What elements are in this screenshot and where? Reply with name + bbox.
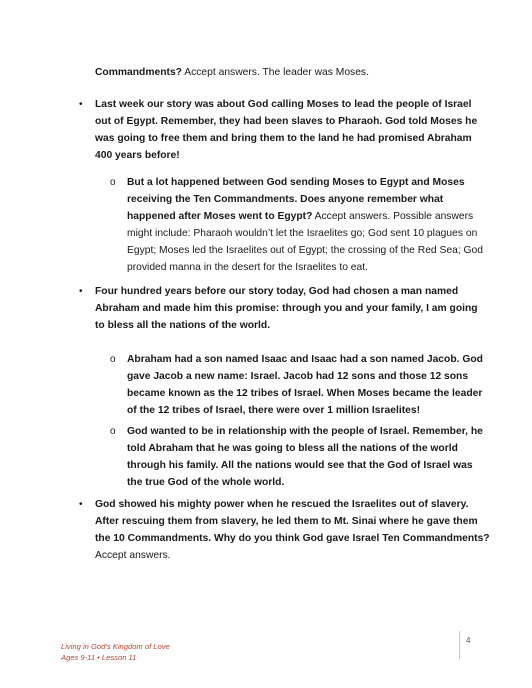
page-number: 4 (466, 636, 471, 645)
bullet-paragraph-3 (95, 496, 490, 564)
sub-2-bold: Abraham had a son named Isaac and Isaac had a son named Jacob. God gave Jacob a new name: Israel. Jacob had 12 sons and those 12 sons became known as the 12 tribes of Israel. When Moses became the leader of the 12 tribes of Israel, there were over 1 million Israelites! (127, 354, 483, 416)
bullet-1-bold: Last week our story was about God calling Moses to lead the people of Israel out of Egypt. Remember, they had been slaves to Pharaoh. God told Moses he was going to free them and bring them to the land he had promised Abraham 400 years before! (95, 99, 478, 161)
footer-divider (459, 631, 460, 659)
sub-paragraph-1 (127, 174, 492, 276)
sub-paragraph-2 (127, 351, 487, 419)
bullet-2-bold: Four hundred years before our story today, God had chosen a man named Abraham and made him this promise: through you and your family, I am going to bless all the nations of the world. (95, 286, 478, 331)
footer-title: Living in God’s Kingdom of Love (61, 642, 170, 651)
bullet-paragraph-2 (95, 283, 485, 334)
footer-text (61, 641, 170, 663)
intro-normal: Accept answers. The leader was Moses. (181, 67, 369, 78)
sub-bullet-icon: o (110, 426, 116, 437)
footer-subtitle: Ages 9-11 • Lesson 11 (61, 653, 137, 662)
sub-paragraph-3 (127, 423, 487, 491)
sub-3-bold: God wanted to be in relationship with the people of Israel. Remember, he told Abraham that he was going to bless all the nations of the world through his family. All the nations would see that the God of Israel was the true God of the whole world. (127, 426, 483, 488)
sub-1-bold: But a lot happened between God sending Moses to Egypt and Moses receiving the Ten Commandments. Does anyone remember what happened after Moses went to Egypt? (127, 177, 465, 222)
bullet-3-bold: God showed his mighty power when he rescued the Israelites out of slavery. After rescuing them from slavery, he led them to Mt. Sinai where he gave them the 10 Commandments. Why do you think God gave Israel Ten Commandments? (95, 499, 490, 544)
bullet-icon: • (79, 499, 83, 510)
bullet-paragraph-1 (95, 96, 485, 164)
sub-1-normal: Accept answers. Possible answers might include: Pharaoh wouldn’t let the Israelites go; God sent 10 plagues on Egypt; Moses led the Israelites out of Egypt; the crossing of the Red Sea; God provided manna in the desert for the Israelites to eat. (127, 211, 484, 273)
intro-paragraph (95, 64, 475, 81)
bullet-3-normal: Accept answers. (95, 550, 171, 561)
sub-bullet-icon: o (110, 354, 116, 365)
intro-bold: Commandments? (95, 67, 182, 78)
bullet-icon: • (79, 99, 83, 110)
sub-bullet-icon: o (110, 177, 116, 188)
bullet-icon: • (79, 286, 83, 297)
